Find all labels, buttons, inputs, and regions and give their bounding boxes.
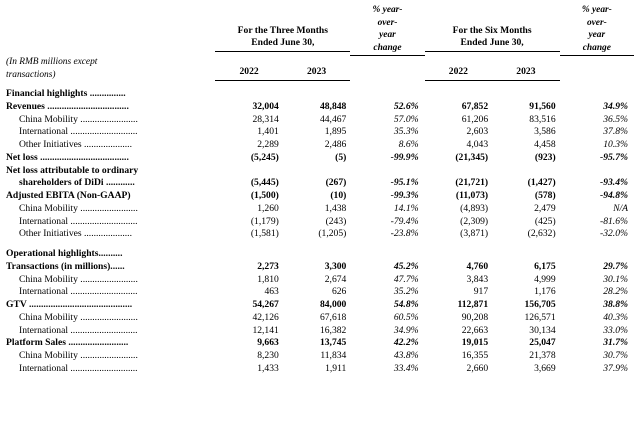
cell-qpct: -79.4% (390, 215, 419, 227)
cell-qpct: 60.5% (393, 311, 419, 323)
header-group-row (6, 4, 634, 52)
cell-qpct: 14.1% (393, 202, 419, 214)
unit-note (6, 56, 215, 81)
pct-line4-h: change (560, 42, 634, 57)
header-year-q2023 (283, 56, 351, 81)
cell-q2023: 13,745 (319, 337, 347, 349)
pct-line3-h: year (588, 30, 606, 40)
cell-hpct: 40.3% (603, 311, 628, 323)
cell-q2023: 84,000 (319, 299, 347, 310)
cell-qpct: 35.3% (393, 126, 419, 138)
cell-qpct: 8.6% (398, 139, 419, 150)
cell-hpct: -95.7% (600, 151, 628, 163)
cell-h2022: 90,208 (461, 311, 489, 323)
cell-h2023: 6,175 (534, 260, 556, 272)
cell-q2022: 1,433 (257, 362, 279, 374)
cell-h2023 (492, 88, 560, 101)
spacer-cell (215, 81, 283, 88)
unit-note-line1: (In RMB millions except (6, 57, 98, 67)
table-row (6, 177, 634, 190)
cell-hpct: 34.9% (603, 100, 628, 112)
table-row (6, 261, 634, 274)
pct-line2-h: over- (586, 17, 607, 28)
cell-qpct: 57.0% (393, 113, 419, 125)
cell-h2023: 21,378 (529, 350, 556, 361)
cell-h2023: (2,632) (527, 228, 556, 240)
table-row (6, 299, 634, 312)
cell-h2023: 25,047 (529, 337, 556, 349)
cell-hpct: -94.8% (600, 190, 628, 201)
cell-h2023: 3,586 (534, 126, 556, 138)
table-row (6, 101, 634, 114)
cell-q2023: 16,382 (319, 324, 347, 336)
spacer-cell (6, 241, 215, 248)
table-row (6, 325, 634, 338)
cell-h2022: 4,760 (466, 260, 489, 272)
row-gap (6, 241, 634, 248)
table-body (6, 88, 634, 376)
row-label: Net loss attributable to ordinary (6, 164, 139, 176)
header-six-months (425, 4, 560, 52)
table-row (6, 216, 634, 229)
header-three-months-line1: For the Three Months (237, 24, 328, 36)
row-label: International ............................ (19, 215, 138, 227)
cell-qpct: 45.2% (393, 260, 419, 272)
spacer-cell (283, 241, 351, 248)
cell-q2023: 1,895 (324, 126, 347, 138)
cell-q2023: (5) (335, 151, 347, 163)
cell-qpct: -99.3% (390, 190, 419, 201)
cell-q2022: 2,273 (257, 260, 279, 272)
cell-h2022: 16,355 (461, 350, 489, 361)
spacer-cell (492, 81, 560, 88)
cell-h2022: 2,603 (466, 126, 489, 138)
header-blank-cell (6, 4, 215, 52)
cell-h2023: 4,999 (534, 273, 556, 285)
cell-hpct: 37.9% (603, 362, 628, 374)
header-bottom-spacer (6, 81, 634, 88)
cell-h2023: (578) (534, 190, 556, 201)
cell-qpct: 42.2% (393, 337, 419, 349)
cell-hpct: -81.6% (600, 215, 628, 227)
table-header (6, 4, 634, 88)
cell-h2022: 112,871 (457, 299, 489, 310)
row-label: International ............................ (19, 286, 138, 298)
cell-h2023: 30,134 (529, 324, 556, 336)
cell-qpct: 52.6% (393, 100, 419, 112)
cell-q2023 (283, 165, 351, 178)
spacer-cell (350, 81, 424, 88)
pct-line1-h: % year- (581, 5, 612, 15)
year-label: 2022 (215, 66, 283, 81)
spacer-cell (492, 241, 560, 248)
cell-hpct: 30.7% (603, 350, 628, 361)
table-row (6, 228, 634, 241)
row-label: China Mobility ........................ (19, 202, 138, 214)
cell-q2023: 11,834 (320, 350, 347, 361)
table-row (6, 363, 634, 376)
row-label: shareholders of DiDi ............ (19, 177, 135, 189)
header-year-h2022 (425, 56, 493, 81)
cell-h2023: 91,560 (529, 100, 556, 112)
header-six-months-line1: For the Six Months (452, 24, 532, 36)
cell-q2022: (1,500) (250, 190, 279, 201)
cell-hpct: 37.8% (603, 126, 628, 138)
cell-q2022 (215, 248, 283, 261)
cell-hpct: N/A (613, 202, 628, 214)
cell-h2023: (1,427) (527, 177, 556, 189)
table-row (6, 203, 634, 216)
cell-q2022: (5,445) (250, 177, 279, 189)
cell-h2023: 2,479 (534, 202, 556, 214)
spacer-cell (215, 241, 283, 248)
spacer-cell (6, 81, 215, 88)
row-label: Adjusted EBITA (Non-GAAP) (6, 190, 131, 201)
cell-h2022: 4,043 (466, 139, 489, 150)
cell-q2023: 2,674 (324, 273, 347, 285)
header-pct-change-q (350, 4, 424, 56)
cell-q2023: 2,486 (324, 139, 347, 150)
cell-h2022: 67,852 (461, 100, 489, 112)
cell-q2022: 42,126 (252, 311, 279, 323)
table-row (6, 337, 634, 350)
row-label: International ............................ (19, 324, 138, 336)
cell-h2023: 4,458 (534, 139, 556, 150)
cell-h2022: 3,843 (466, 273, 489, 285)
cell-h2023: 156,705 (524, 299, 556, 310)
cell-hpct: 38.8% (603, 299, 628, 310)
row-label: Other Initiatives .................... (19, 139, 132, 150)
cell-q2022: 28,314 (252, 113, 279, 125)
year-label: 2022 (425, 66, 493, 81)
row-label: International ............................ (19, 126, 138, 138)
row-label: Platform Sales ......................... (6, 337, 129, 349)
cell-qpct (350, 165, 424, 178)
cell-hpct (560, 165, 634, 178)
cell-qpct: 54.8% (393, 299, 419, 310)
cell-q2023: (10) (330, 190, 347, 201)
row-label: Revenues .................................. (6, 100, 129, 112)
cell-q2023: 48,848 (319, 100, 347, 112)
table-row (6, 152, 634, 165)
row-label: China Mobility ........................ (19, 273, 138, 285)
cell-q2022: 463 (264, 286, 279, 298)
cell-q2022: (1,581) (250, 228, 279, 240)
header-year-h2023 (492, 56, 560, 81)
row-label: GTV ........................................... (6, 299, 133, 310)
cell-h2022 (425, 165, 493, 178)
cell-hpct (560, 88, 634, 101)
cell-q2023: 67,618 (319, 311, 347, 323)
cell-qpct: 47.7% (393, 273, 419, 285)
pct-line3: year (379, 30, 396, 40)
table-row (6, 350, 634, 363)
cell-h2022: 19,015 (461, 337, 489, 349)
year-label: 2023 (492, 66, 560, 81)
cell-hpct (560, 248, 634, 261)
cell-h2022: 2,660 (466, 362, 489, 374)
spacer-cell (350, 241, 424, 248)
pct-line4: change (350, 42, 424, 57)
header-blank-pct-q (350, 56, 424, 81)
cell-h2022: 22,663 (461, 324, 489, 336)
cell-h2022 (425, 248, 493, 261)
cell-h2022: 917 (473, 286, 489, 298)
cell-h2022: (21,345) (455, 151, 489, 163)
row-label: China Mobility ........................ (19, 113, 138, 125)
table-row (6, 248, 634, 261)
cell-qpct: 34.9% (393, 324, 419, 336)
cell-q2023: (243) (325, 215, 347, 227)
financial-table-document (0, 4, 640, 437)
cell-qpct (350, 248, 424, 261)
cell-q2022 (215, 88, 283, 101)
cell-h2022: (11,073) (455, 190, 489, 201)
cell-q2022: 12,141 (252, 324, 279, 336)
table-row (6, 286, 634, 299)
header-year-q2022 (215, 56, 283, 81)
cell-h2022 (425, 88, 493, 101)
row-label: China Mobility ........................ (19, 311, 138, 323)
cell-h2023: (923) (534, 151, 556, 163)
cell-hpct: 31.7% (603, 337, 628, 349)
row-label: Transactions (in millions)...... (6, 260, 125, 272)
header-three-months (215, 4, 350, 52)
cell-q2023: 626 (331, 286, 347, 298)
cell-hpct: 30.1% (603, 273, 628, 285)
cell-h2023 (492, 248, 560, 261)
cell-q2023 (283, 88, 351, 101)
header-pct-change-h (560, 4, 634, 56)
table-row (6, 312, 634, 325)
cell-h2022: (3,871) (460, 228, 489, 240)
header-year-row (6, 56, 634, 81)
cell-qpct: 43.8% (393, 350, 419, 361)
header-three-months-line2: Ended June 30, (215, 37, 350, 52)
cell-q2023: 44,467 (319, 113, 347, 125)
cell-q2022: 9,663 (257, 337, 279, 349)
spacer-cell (425, 81, 493, 88)
cell-qpct: 35.2% (393, 286, 419, 298)
cell-h2022: 61,206 (461, 113, 489, 125)
row-label: Financial highlights ............... (6, 88, 126, 99)
pct-line2: over- (377, 17, 398, 28)
row-label: China Mobility ........................ (19, 350, 138, 361)
table-row (6, 88, 634, 101)
cell-hpct: 33.0% (603, 324, 628, 336)
row-label: Other Initiatives .................... (19, 228, 132, 240)
cell-h2023 (492, 165, 560, 178)
cell-hpct: 29.7% (603, 260, 628, 272)
cell-q2022: 32,004 (252, 100, 279, 112)
cell-hpct: -32.0% (600, 228, 628, 240)
cell-q2022: 1,810 (257, 273, 279, 285)
cell-q2023: 1,911 (325, 362, 347, 374)
spacer-cell (560, 81, 634, 88)
cell-q2022: 1,260 (257, 202, 279, 214)
cell-hpct: -93.4% (600, 177, 628, 189)
cell-q2022: 8,230 (257, 350, 279, 361)
cell-q2023 (283, 248, 351, 261)
table-row (6, 165, 634, 178)
row-label: International ............................ (19, 362, 138, 374)
cell-q2022: (1,179) (250, 215, 279, 227)
pct-line1: % year- (372, 5, 403, 15)
financial-highlights-table (6, 4, 634, 376)
cell-q2023: (267) (325, 177, 347, 189)
spacer-cell (425, 241, 493, 248)
cell-q2022: (5,245) (250, 151, 279, 163)
table-row (6, 126, 634, 139)
row-label: Operational highlights.......... (6, 248, 123, 259)
unit-note-line2: transactions) (6, 69, 56, 80)
cell-h2023: 83,516 (529, 113, 556, 125)
cell-q2023: 1,438 (324, 202, 347, 214)
cell-h2022: (2,309) (460, 215, 489, 227)
cell-q2022: 2,289 (257, 139, 279, 150)
year-label: 2023 (283, 66, 351, 81)
table-row (6, 139, 634, 152)
cell-q2023: (1,205) (318, 228, 347, 240)
cell-qpct: 33.4% (393, 362, 419, 374)
spacer-cell (560, 241, 634, 248)
cell-h2023: (425) (534, 215, 556, 227)
cell-hpct: 36.5% (603, 113, 628, 125)
cell-h2023: 126,571 (524, 311, 556, 323)
spacer-cell (283, 81, 351, 88)
table-row (6, 114, 634, 127)
cell-q2023: 3,300 (324, 260, 347, 272)
header-blank-pct-h (560, 56, 634, 81)
cell-qpct: -23.8% (390, 228, 419, 240)
cell-h2023: 3,669 (534, 362, 556, 374)
cell-hpct: 28.2% (603, 286, 628, 298)
table-row (6, 190, 634, 203)
cell-hpct: 10.3% (603, 139, 628, 150)
table-row (6, 274, 634, 287)
cell-qpct: -99.9% (390, 151, 419, 163)
cell-h2023: 1,176 (534, 286, 556, 298)
row-label: Net loss ..................................... (6, 151, 129, 163)
cell-h2022: (21,721) (455, 177, 489, 189)
cell-h2022: (4,893) (460, 202, 489, 214)
cell-qpct: -95.1% (390, 177, 419, 189)
header-six-months-line2: Ended June 30, (425, 37, 560, 52)
cell-q2022: 1,401 (257, 126, 279, 138)
cell-qpct (350, 88, 424, 101)
cell-q2022 (215, 165, 283, 178)
cell-q2022: 54,267 (252, 299, 279, 310)
